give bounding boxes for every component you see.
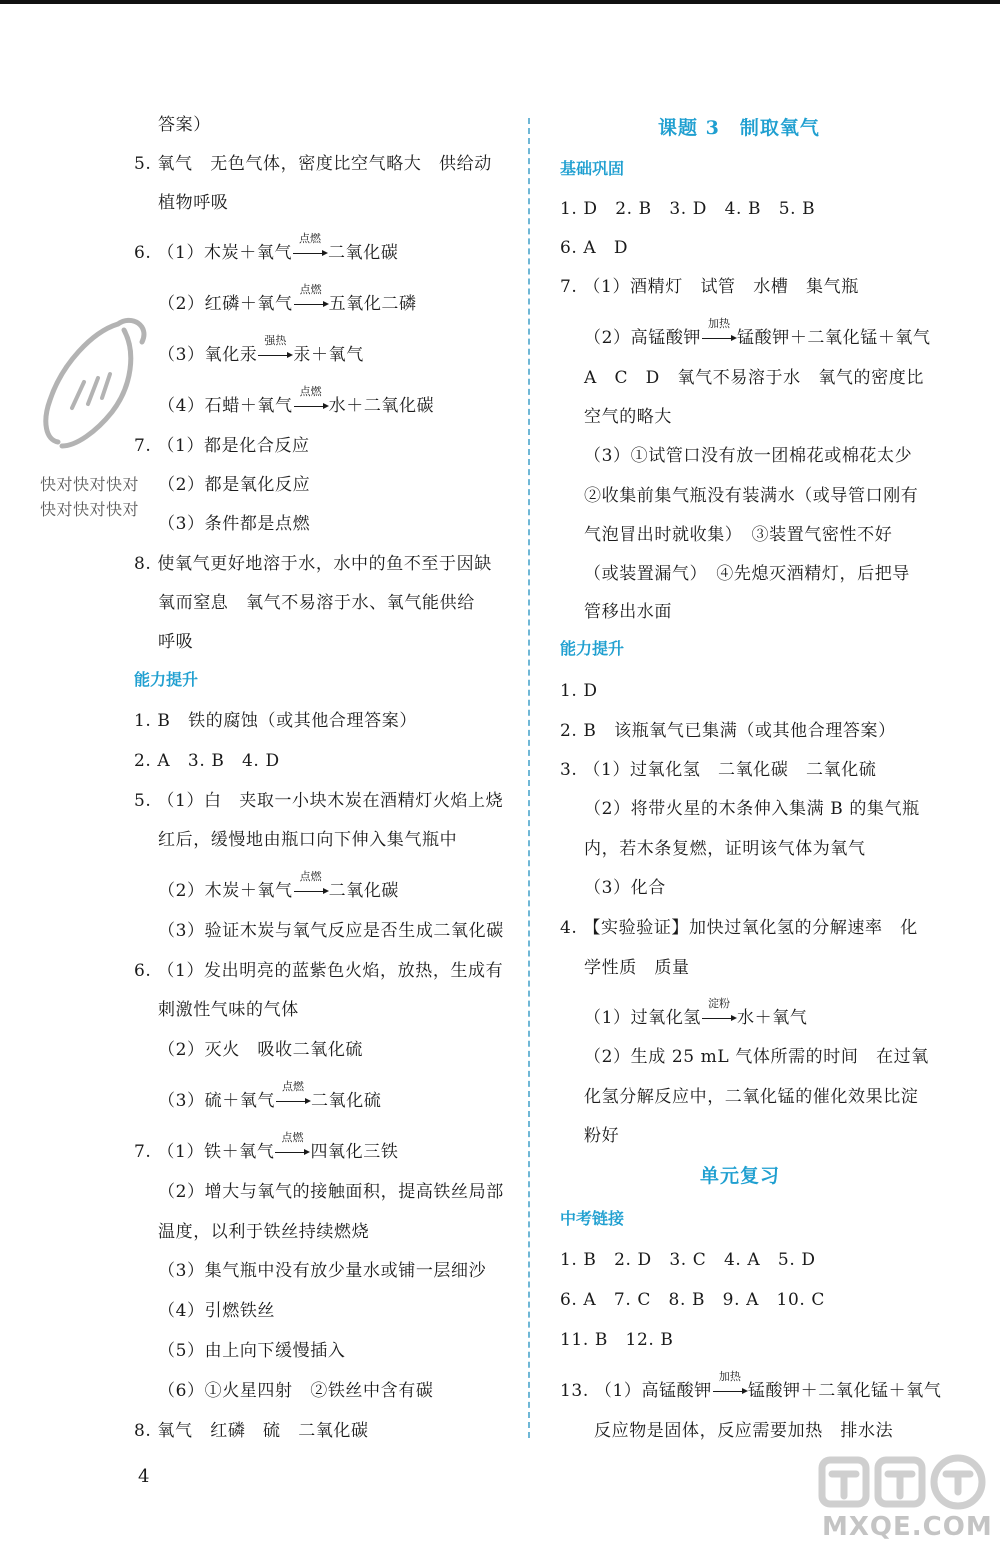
equation-line: （2）木炭＋氧气 点燃 二氧化碳 (158, 870, 400, 901)
answer-line: 6. A 7. C 8. B 9. A 10. C (560, 1290, 825, 1310)
answer-line: 呼吸 (158, 632, 194, 652)
answer-line: （3）条件都是点燃 (158, 514, 311, 534)
answer-line: 空气的略大 (584, 407, 672, 427)
answer-line: （2）灭火 吸收二氧化硫 (158, 1040, 364, 1060)
top-border (0, 0, 1000, 4)
answer-line: 6. （1）发出明亮的蓝紫色火焰，放热，生成有 (134, 961, 504, 981)
reaction-arrow: 强热 (258, 344, 292, 366)
answer-line: 11. B 12. B (560, 1330, 674, 1350)
answer-line: ②收集前集气瓶没有装满水（或导管口刚有 (584, 486, 919, 506)
answer-line: 5. （1）白 夹取一小块木炭在酒精灯火焰上烧 (134, 791, 504, 811)
answer-line: 化氢分解反应中，二氧化锰的催化效果比淀 (584, 1087, 919, 1107)
answer-line: （5）由上向下缓慢插入 (158, 1341, 346, 1361)
answer-line: （2）将带火星的木条伸入集满 B 的集气瓶 (584, 799, 920, 819)
answer-line: 粉好 (584, 1126, 620, 1146)
answer-line: （2）增大与氧气的接触面积，提高铁丝局部 (158, 1182, 504, 1202)
answer-line: （2）生成 25 mL 气体所需的时间 在过氧 (584, 1047, 929, 1067)
equation-line: （2）红磷＋氧气 点燃 五氧化二磷 (158, 283, 417, 314)
section-heading-exam: 中考链接 (560, 1209, 625, 1228)
answer-line: 1. B 2. D 3. C 4. A 5. D (560, 1250, 816, 1270)
answer-line: 7. （1）都是化合反应 (134, 436, 310, 456)
answer-line: （3）化合 (584, 878, 666, 898)
answer-line: 7. （1）酒精灯 试管 水槽 集气瓶 (560, 277, 859, 297)
answer-line: 植物呼吸 (158, 193, 229, 213)
reaction-arrow: 点燃 (294, 293, 328, 315)
section-heading-basic: 基础巩固 (560, 159, 625, 178)
answer-line: 管移出水面 (584, 602, 672, 622)
answer-line: 8. 使氧气更好地溶于水，水中的鱼不至于因缺 (134, 554, 492, 574)
answer-line: （2）都是氧化反应 (158, 475, 311, 495)
answer-line: 4. 【实验验证】加快过氧化氢的分解速率 化 (560, 918, 918, 938)
section-heading-ability: 能力提升 (560, 639, 625, 658)
answer-line: （4）引燃铁丝 (158, 1301, 276, 1321)
answer-line: 2. A 3. B 4. D (134, 751, 280, 771)
reaction-arrow: 点燃 (293, 242, 327, 264)
section-heading-ability: 能力提升 (134, 670, 199, 689)
answer-line: （3）验证木炭与氧气反应是否生成二氧化碳 (158, 921, 504, 941)
answer-line: （或装置漏气） ④先熄灭酒精灯，后把导 (584, 564, 910, 584)
column-divider (528, 118, 530, 1438)
answer-line: 8. 氧气 红磷 硫 二氧化碳 (134, 1421, 369, 1441)
answer-line: 温度，以利于铁丝持续燃烧 (158, 1222, 370, 1242)
reaction-arrow: 点燃 (294, 395, 328, 417)
answer-line: 学性质 质量 (584, 958, 690, 978)
stamp-watermark-icon (32, 312, 150, 454)
answer-line: （3）①试管口没有放一团棉花或棉花太少 (584, 446, 913, 466)
reaction-arrow: 点燃 (294, 880, 328, 902)
answer-line: 1. B 铁的腐蚀（或其他合理答案） (134, 711, 417, 731)
answer-line: 1. D (560, 681, 598, 701)
reaction-arrow: 加热 (713, 1380, 747, 1402)
equation-line: （3）硫＋氧气 点燃 二氧化硫 (158, 1080, 382, 1111)
page-number: 4 (138, 1466, 150, 1487)
lesson-title: 课题 3 制取氧气 (658, 117, 820, 139)
answer-line: 3. （1）过氧化氢 二氧化碳 二氧化硫 (560, 760, 877, 780)
answer-line: （6）①火星四射 ②铁丝中含有碳 (158, 1381, 434, 1401)
equation-line: 13. （1）高锰酸钾 加热 锰酸钾＋二氧化锰＋氧气 (560, 1370, 942, 1401)
reaction-arrow: 点燃 (276, 1090, 310, 1112)
watermark-url: MXQE.COM (822, 1512, 993, 1542)
answer-line: 6. A D (560, 238, 629, 258)
answer-line: 刺激性气味的气体 (158, 1000, 299, 1020)
answer-line: 2. B 该瓶氧气已集满（或其他合理答案） (560, 721, 896, 741)
equation-line: （3）氧化汞 强热 汞＋氧气 (158, 334, 364, 365)
equation-line: （1）过氧化氢 淀粉 水＋氧气 (584, 997, 808, 1028)
equation-line: 7. （1）铁＋氧气 点燃 四氧化三铁 (134, 1131, 399, 1162)
answer-line: 气泡冒出时就收集） ③装置气密性不好 (584, 525, 893, 545)
answer-line: 5. 氧气 无色气体，密度比空气略大 供给动 (134, 154, 492, 174)
answer-line: 氧而窒息 氧气不易溶于水、氧气能供给 (158, 593, 475, 613)
equation-line: （2）高锰酸钾 加热 锰酸钾＋二氧化锰＋氧气 (584, 317, 931, 348)
watermark-logo-icon (816, 1452, 990, 1512)
reaction-arrow: 淀粉 (702, 1007, 736, 1029)
answer-line: 红后，缓慢地由瓶口向下伸入集气瓶中 (158, 830, 458, 850)
reaction-arrow: 点燃 (275, 1141, 309, 1163)
stamp-text: 快对快对快对 快对快对快对 (40, 475, 140, 519)
answer-line: 内，若木条复燃，证明该气体为氧气 (584, 839, 866, 859)
reaction-arrow: 加热 (702, 327, 736, 349)
answer-line: 答案） (158, 115, 211, 135)
equation-line: （4）石蜡＋氧气 点燃 水＋二氧化碳 (158, 385, 435, 416)
answer-line: A C D 氧气不易溶于水 氧气的密度比 (584, 368, 924, 388)
answer-line: （3）集气瓶中没有放少量水或铺一层细沙 (158, 1261, 487, 1281)
unit-review-title: 单元复习 (700, 1165, 781, 1187)
equation-line: 6. （1）木炭＋氧气 点燃 二氧化碳 (134, 232, 399, 263)
answer-line: 反应物是固体，反应需要加热 排水法 (594, 1421, 894, 1441)
answer-line: 1. D 2. B 3. D 4. B 5. B (560, 199, 816, 219)
